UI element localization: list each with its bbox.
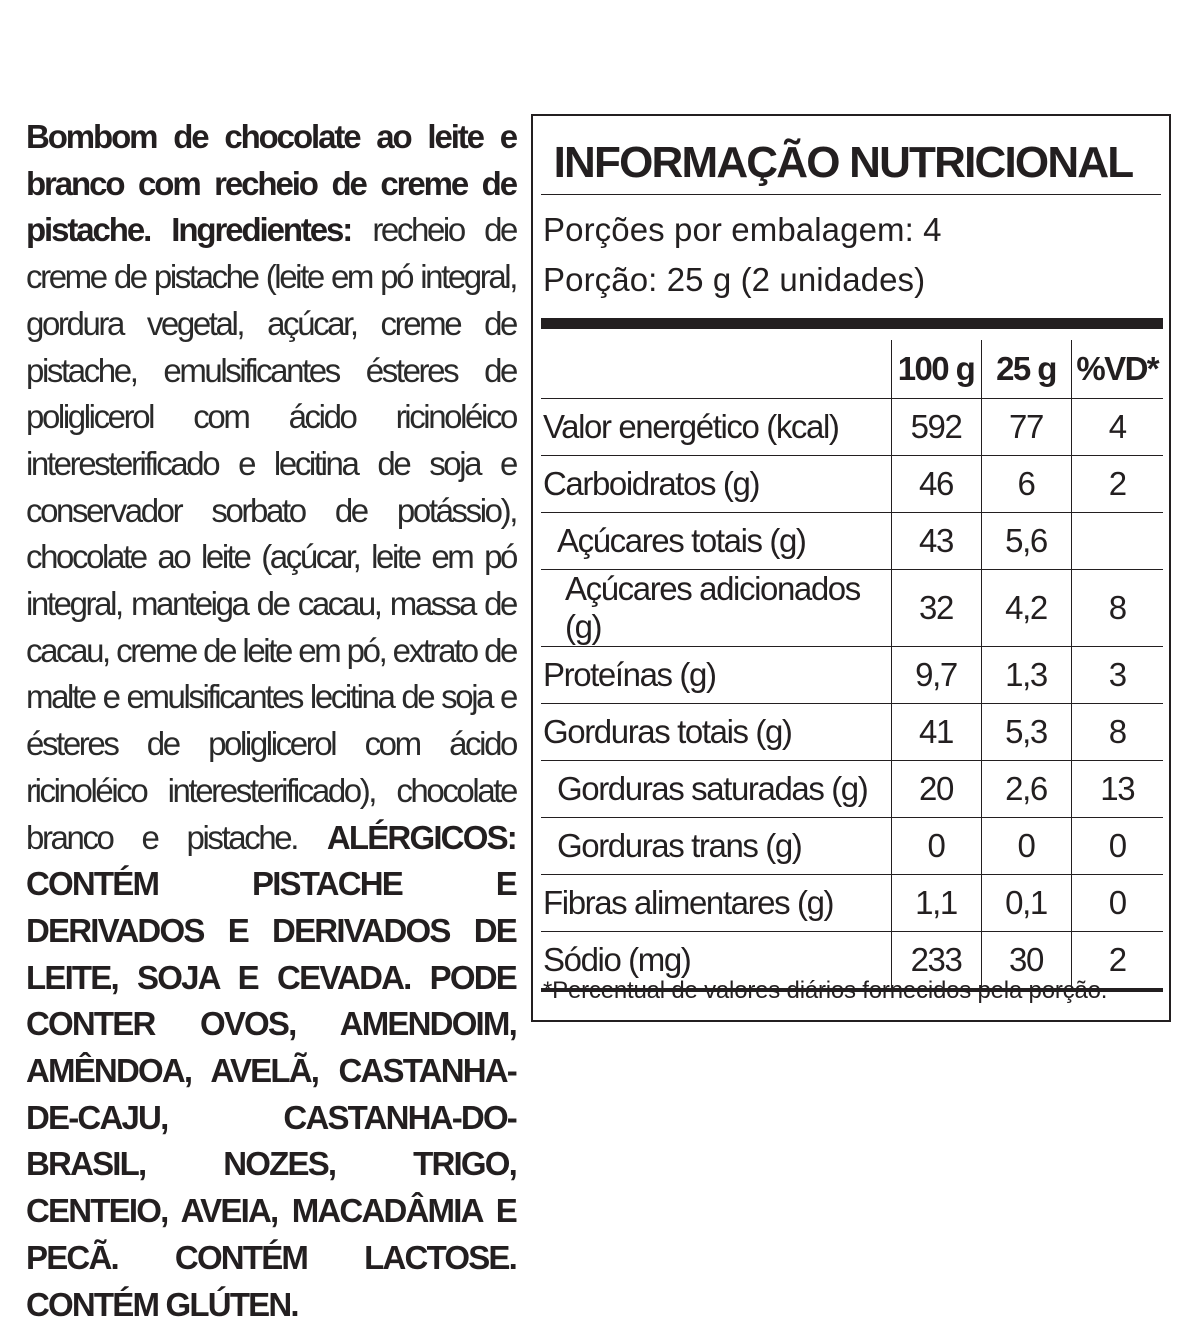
header-daily-value: %VD* (1071, 340, 1163, 399)
nutrition-table (541, 340, 1163, 992)
thick-divider (541, 318, 1163, 329)
nutrient-name: Gorduras saturadas (g) (541, 761, 891, 818)
table-header-row (541, 340, 1163, 399)
table-row (541, 570, 1163, 647)
table-row (541, 513, 1163, 570)
value-per-100g: 46 (891, 456, 981, 513)
value-per-100g: 9,7 (891, 647, 981, 704)
value-daily-percent: 8 (1071, 704, 1163, 761)
value-per-100g: 43 (891, 513, 981, 570)
nutrient-name: Gorduras totais (g) (541, 704, 891, 761)
value-daily-percent: 0 (1071, 818, 1163, 875)
value-per-25g: 4,2 (981, 570, 1071, 647)
table-row (541, 647, 1163, 704)
ingredients-text-block (26, 114, 516, 1328)
nutrient-name: Valor energético (kcal) (541, 399, 891, 456)
value-per-25g: 5,6 (981, 513, 1071, 570)
header-nutrient (541, 340, 891, 399)
value-per-25g: 77 (981, 399, 1071, 456)
value-per-100g: 32 (891, 570, 981, 647)
value-per-100g: 0 (891, 818, 981, 875)
nutrient-name: Gorduras trans (g) (541, 818, 891, 875)
ingredients-list: recheio de creme de pistache (leite em pó integral, gordura vegetal, açúcar, creme de pistache, emulsificantes ésteres de poliglicerol com ácido ricinoléico interesterificado e lecitina de soja e conservador sorbato de potássio), chocolate ao leite (açúcar, leite em pó integral, manteiga de cacau, massa de cacau, creme de leite em pó, extrato de malte e emulsificantes lecitina de soja e ésteres de poliglicerol com ácido ricinoléico interesterificado), chocolate branco e pistache. (26, 211, 517, 856)
value-daily-percent: 13 (1071, 761, 1163, 818)
nutrition-facts-panel (531, 114, 1171, 1022)
value-daily-percent: 2 (1071, 932, 1163, 991)
allergens-warning: ALÉRGICOS: CONTÉM PISTACHE E DERIVADOS E DERIVADOS DE LEITE, SOJA E CEVADA. PODE CONTER OVOS, AMENDOIM, AMÊNDOA, AVELÃ, CASTANHA-DE-CAJU, CASTANHA-DO-BRASIL, NOZES, TRIGO, CENTEIO, AVEIA, MACADÂMIA E PECÃ. CONTÉM LACTOSE. CONTÉM GLÚTEN. (26, 818, 516, 1323)
ingredients-label: Ingredientes: (171, 211, 352, 249)
nutrient-name: Carboidratos (g) (541, 456, 891, 513)
value-per-25g: 5,3 (981, 704, 1071, 761)
portion-size: Porção: 25 g (2 unidades) (543, 261, 926, 298)
table-row (541, 456, 1163, 513)
nutrient-name: Fibras alimentares (g) (541, 875, 891, 932)
value-daily-percent: 4 (1071, 399, 1163, 456)
value-per-100g: 592 (891, 399, 981, 456)
nutrient-name: Sódio (mg) (541, 932, 891, 991)
table-row (541, 399, 1163, 456)
daily-value-footnote: *Percentual de valores diários fornecidos pela porção. (543, 977, 1108, 1004)
value-per-25g: 1,3 (981, 647, 1071, 704)
product-description: Bombom de chocolate ao leite e branco com recheio de creme de pistache. (26, 118, 516, 249)
servings-per-package: Porções por embalagem: 4 (543, 211, 942, 248)
table-row (541, 818, 1163, 875)
value-per-25g: 2,6 (981, 761, 1071, 818)
title-divider (541, 194, 1161, 195)
value-per-100g: 41 (891, 704, 981, 761)
nutrient-name: Açúcares adicionados (g) (541, 570, 891, 647)
value-per-25g: 30 (981, 932, 1071, 991)
value-daily-percent: 3 (1071, 647, 1163, 704)
nutrition-title: INFORMAÇÃO NUTRICIONAL (553, 138, 1133, 187)
header-per-100g: 100 g (891, 340, 981, 399)
table-row (541, 761, 1163, 818)
value-per-100g: 20 (891, 761, 981, 818)
value-per-25g: 0,1 (981, 875, 1071, 932)
value-daily-percent: 2 (1071, 456, 1163, 513)
nutrient-name: Açúcares totais (g) (541, 513, 891, 570)
table-row (541, 704, 1163, 761)
value-daily-percent (1071, 513, 1163, 570)
nutrient-name: Proteínas (g) (541, 647, 891, 704)
header-per-25g: 25 g (981, 340, 1071, 399)
table-row (541, 875, 1163, 932)
value-per-25g: 0 (981, 818, 1071, 875)
value-daily-percent: 8 (1071, 570, 1163, 647)
value-daily-percent: 0 (1071, 875, 1163, 932)
value-per-100g: 1,1 (891, 875, 981, 932)
value-per-25g: 6 (981, 456, 1071, 513)
value-per-100g: 233 (891, 932, 981, 991)
nutrition-table-body (541, 399, 1163, 991)
